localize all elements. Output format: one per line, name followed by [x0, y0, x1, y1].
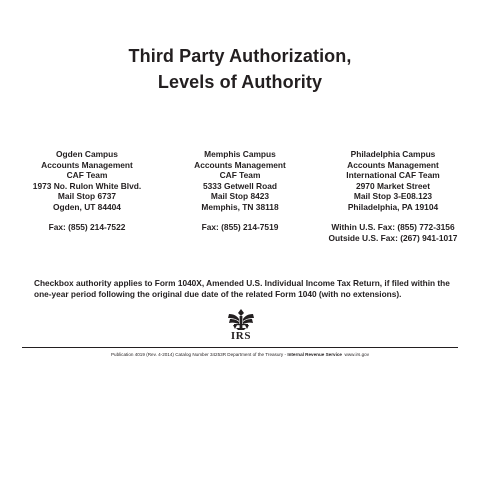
campus-mailstop: Mail Stop 6737 — [57, 191, 117, 202]
checkbox-authority-note: Checkbox authority applies to Form 1040X, Amended U.S. Individual Income Tax Return, if filed within the one-year period following the original due date of the related Form 1040 (with no extensions). — [34, 278, 450, 299]
spacer — [2, 213, 172, 223]
footer-publication-info: Publication 4019 (Rev. 4-2014) Catalog Number 34253R Department of the Treasury - — [110, 352, 288, 357]
spacer — [308, 213, 478, 223]
campus-fax: Fax: (855) 214-7519 — [201, 222, 279, 233]
page-title-line-1: Third Party Authorization, — [128, 46, 352, 66]
ogden-campus-address — [2, 149, 172, 233]
campus-team: CAF Team — [219, 170, 261, 181]
campus-mailstop: Mail Stop 3-E08.123 — [353, 191, 433, 202]
campus-department: Accounts Management — [194, 159, 286, 170]
campus-street: 2970 Market Street — [355, 180, 431, 191]
spacer — [155, 213, 325, 223]
campus-fax-outside: Outside U.S. Fax: (267) 941-1017 — [328, 232, 458, 243]
philadelphia-campus-address — [308, 149, 478, 243]
campus-city: Ogden, UT 84404 — [53, 201, 121, 212]
page-title-line-2: Levels of Authority — [157, 72, 323, 92]
footer-website-link[interactable]: www.irs.gov — [344, 352, 370, 357]
campus-department: Accounts Management — [347, 159, 439, 170]
footer-publication-line — [0, 351, 480, 358]
campus-name: Ogden Campus — [56, 149, 118, 159]
campus-city: Memphis, TN 38118 — [201, 201, 279, 212]
memphis-campus-address — [155, 149, 325, 233]
campus-street: 1973 No. Rulon White Blvd. — [32, 180, 142, 191]
campus-street: 5333 Getwell Road — [202, 180, 277, 191]
campus-mailstop: Mail Stop 8423 — [210, 191, 270, 202]
campus-team: CAF Team — [66, 170, 108, 181]
campus-team: International CAF Team — [346, 170, 440, 181]
campus-fax: Fax: (855) 214-7522 — [48, 222, 126, 233]
footer-divider — [22, 347, 458, 348]
campus-department: Accounts Management — [41, 159, 133, 170]
campus-name: Memphis Campus — [204, 149, 276, 159]
campus-name: Philadelphia Campus — [350, 149, 436, 159]
campus-city: Philadelphia, PA 19104 — [347, 201, 439, 212]
irs-logo-text: IRS — [230, 330, 252, 342]
footer-agency: Internal Revenue Service — [287, 352, 342, 357]
campus-fax-us: Within U.S. Fax: (855) 772-3156 — [331, 222, 455, 233]
